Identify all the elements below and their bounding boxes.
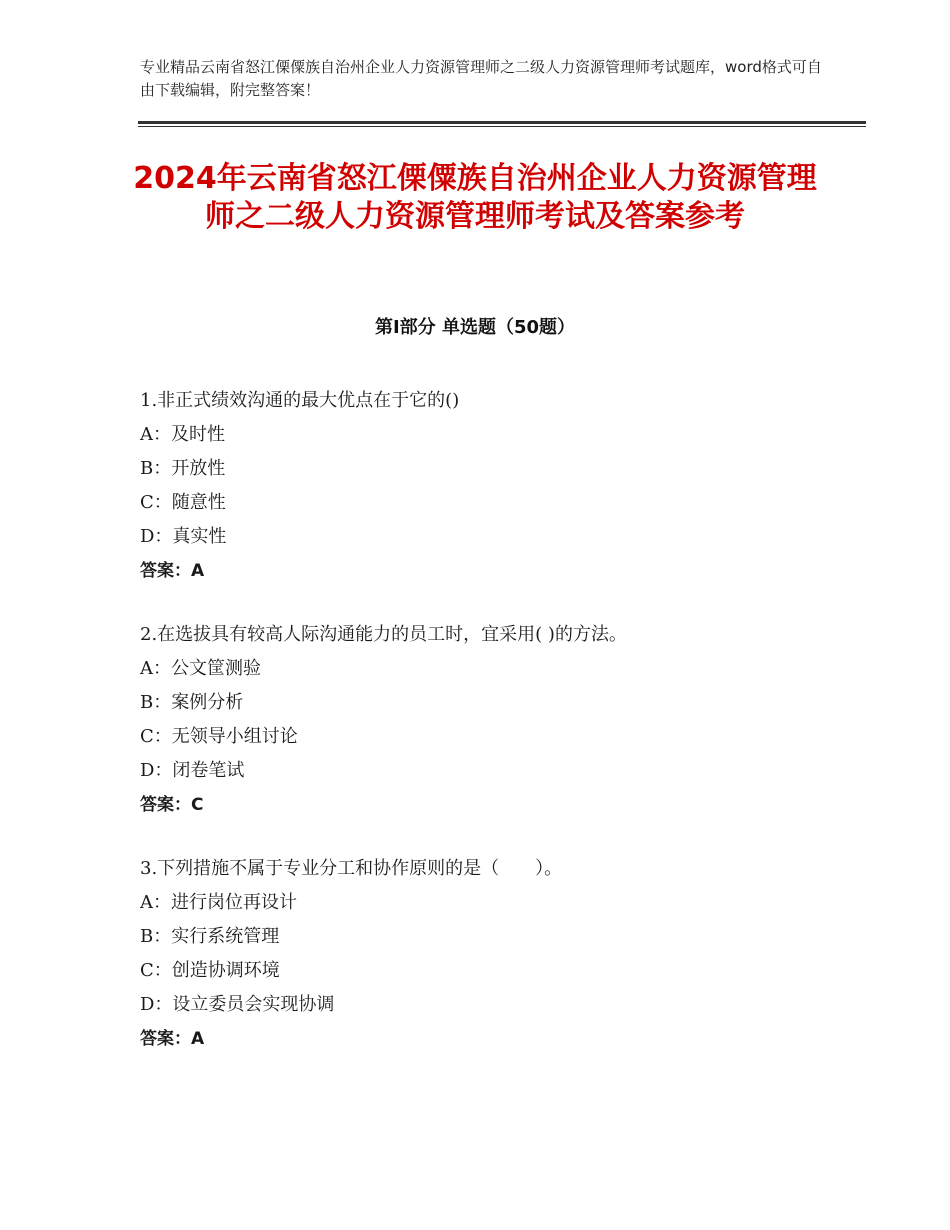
header-divider-thin [138, 126, 866, 127]
question-1 [140, 384, 860, 588]
option-c: C：创造协调环境 [140, 960, 280, 981]
question-stem: 1.非正式绩效沟通的最大优点在于它的() [140, 390, 460, 411]
option-d: D：闭卷笔试 [140, 760, 245, 781]
section-title: 第Ⅰ部分 单选题（50题） [374, 317, 575, 338]
option-c: C：无领导小组讨论 [140, 726, 298, 747]
option-b: B：案例分析 [140, 692, 244, 713]
option-b: B：实行系统管理 [140, 926, 280, 947]
header-divider-thick [138, 121, 866, 124]
question-list [140, 384, 860, 1086]
question-stem: 3.下列措施不属于专业分工和协作原则的是（ ）。 [140, 858, 563, 879]
option-a: A：及时性 [140, 424, 225, 445]
header-note: 专业精品云南省怒江傈僳族自治州企业人力资源管理师之二级人力资源管理师考试题库，word格式可自由下载编辑，附完整答案！ [140, 58, 822, 99]
answer: 答案：C [140, 795, 204, 815]
option-d: D：真实性 [140, 526, 227, 547]
answer: 答案：A [140, 1029, 205, 1049]
question-stem: 2.在选拔具有较高人际沟通能力的员工时，宜采用( )的方法。 [140, 624, 627, 645]
answer: 答案：A [140, 561, 205, 581]
question-3 [140, 852, 860, 1056]
option-a: A：公文筐测验 [140, 658, 261, 679]
option-c: C：随意性 [140, 492, 226, 513]
option-b: B：开放性 [140, 458, 226, 479]
question-2 [140, 618, 860, 822]
option-a: A：进行岗位再设计 [140, 892, 297, 913]
document-title: 2024年云南省怒江傈僳族自治州企业人力资源管理师之二级人力资源管理师考试及答案参考 [133, 161, 817, 234]
option-d: D：设立委员会实现协调 [140, 994, 335, 1015]
